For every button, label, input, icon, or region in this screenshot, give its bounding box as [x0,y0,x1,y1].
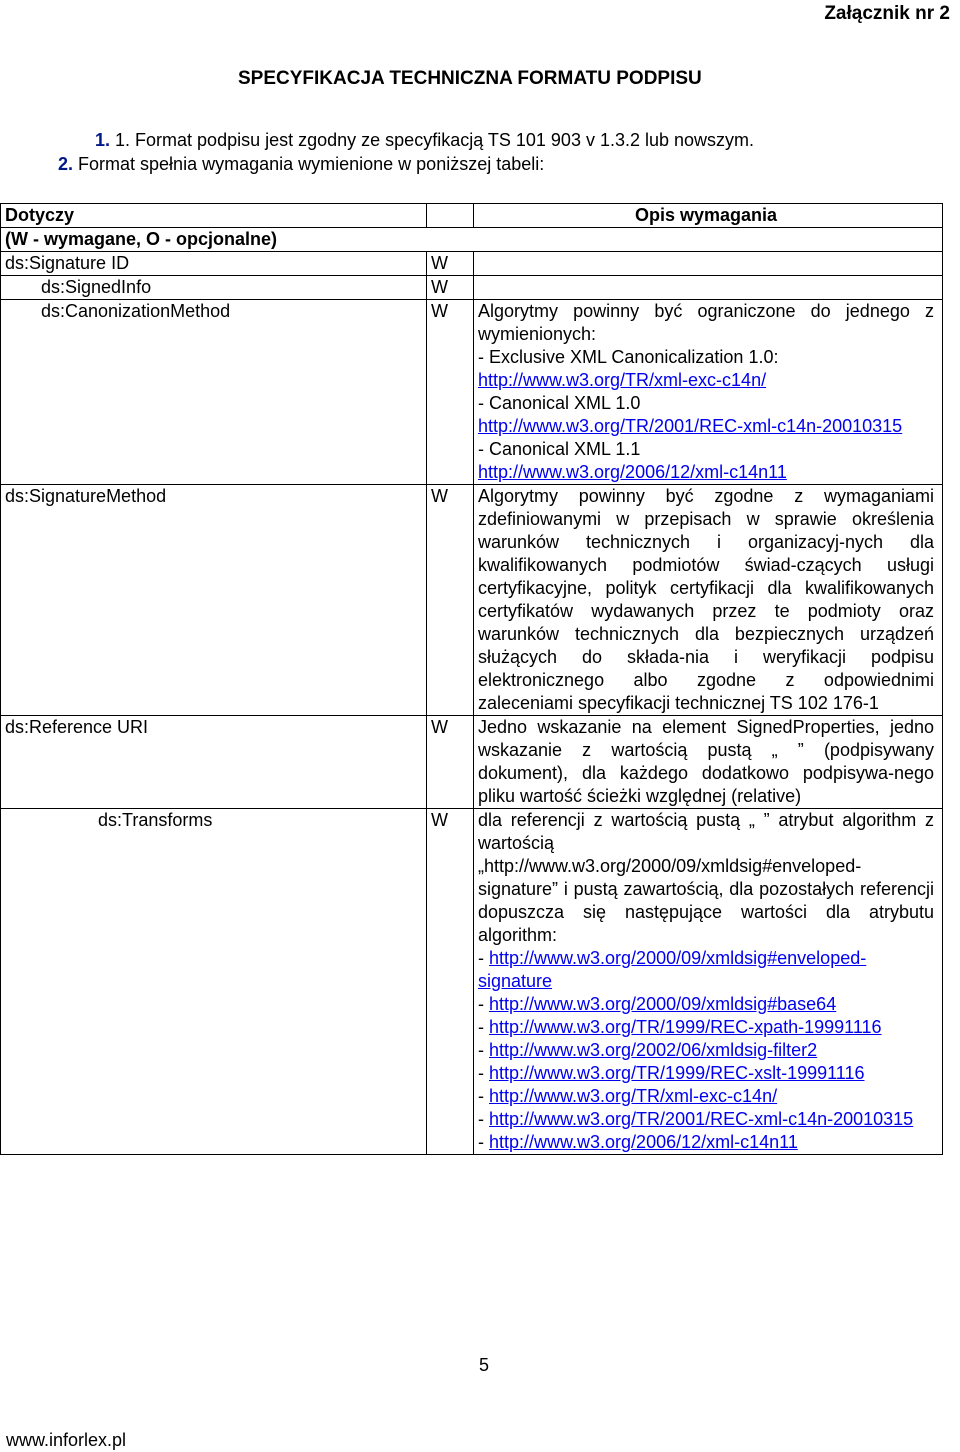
algorithm-entry [478,993,934,1016]
algorithm-link[interactable]: http://www.w3.org/TR/xml-exc-c14n/ [478,370,767,390]
requirement-description [474,809,943,1155]
algorithm-label: - Canonical XML 1.0 [478,393,641,413]
list-dash: - [478,1040,489,1060]
algorithm-link[interactable]: http://www.w3.org/2000/09/xmldsig#base64 [489,994,837,1014]
intro-item-2 [40,152,754,176]
requirements-table [0,203,943,1155]
intro-item-1 [40,128,754,152]
table-row [1,252,943,276]
intro-item-text: 1. Format podpisu jest zgodny ze specyfikacją TS 101 903 v 1.3.2 lub nowszym. [115,130,755,150]
table-row [1,809,943,1155]
table-row [1,716,943,809]
description-text: Algorytmy powinny być ograniczone do jednego z wymienionych: [478,301,934,344]
algorithm-link[interactable]: http://www.w3.org/2002/06/xmldsig-filter2 [489,1040,818,1060]
page-number: 5 [479,1355,490,1375]
footer-url[interactable]: www.inforlex.pl [6,1430,127,1450]
list-dash: - [478,1086,489,1106]
requirement-flag: W [427,300,474,485]
requirement-description: Algorytmy powinny być zgodne z wymaganiami zdefiniowanymi w przepisach w sprawie określenia warunków technicznych i organizacyj-nych dla kwalifikowanych podmiotów świad-czących usługi certyfikacyjne, polityk certyfikacji dla kwalifikowanych certyfikatów wydawanych przez te podmioty oraz warunków technicznych dla bezpiecznych urządzeń służących do składa-nia i weryfikacji podpisu elektronicznego albo zgodne z odpowiednimi zaleceniami specyfikacji technicznej TS 102 176-1 [474,485,943,716]
algorithm-link[interactable]: http://www.w3.org/TR/1999/REC-xpath-19991116 [489,1017,882,1037]
algorithm-entry [478,1016,934,1039]
algorithm-link[interactable]: http://www.w3.org/TR/2001/REC-xml-c14n-20010315 [478,416,903,436]
algorithm-link[interactable]: http://www.w3.org/2006/12/xml-c14n11 [489,1132,798,1152]
header-applies-to-label: Dotyczy [5,205,75,225]
list-dash: - [478,1017,489,1037]
table-header-row-2 [1,228,943,252]
intro-item-number: 1. [95,130,111,150]
header-legend: (W - wymagane, O - opcjonalne) [1,228,943,252]
algorithm-label: - Canonical XML 1.1 [478,439,641,459]
algorithm-label: - Exclusive XML Canonicalization 1.0: [478,347,779,367]
algorithm-entry [478,947,934,993]
requirement-description [474,300,943,485]
algorithm-link[interactable]: http://www.w3.org/2000/09/xmldsig#enveloped-signature [478,948,867,991]
document-title: SPECYFIKACJA TECHNICZNA FORMATU PODPISU [238,68,702,89]
table-row [1,276,943,300]
table-row [1,300,943,485]
requirement-flag: W [427,716,474,809]
element-name: ds:CanonizationMethod [1,300,427,485]
requirement-description: Jedno wskazanie na element SignedProperties, jedno wskazanie z wartością pustą „ ” (podpisywany dokument), dla każdego dodatkowo podpisywa-nego pliku wartość ścieżki względnej (relative) [474,716,943,809]
element-name: ds:SignatureMethod [1,485,427,716]
requirement-flag: W [427,485,474,716]
list-dash: - [478,1109,489,1129]
element-name: ds:Transforms [1,809,427,1155]
list-dash: - [478,948,489,968]
list-dash: - [478,1063,489,1083]
intro-item-number: 2. [58,154,74,174]
algorithm-entry [478,1039,934,1062]
requirement-flag: W [427,809,474,1155]
requirement-description [474,276,943,300]
algorithm-entry [478,1131,934,1154]
table-row [1,485,943,716]
algorithm-link[interactable]: http://www.w3.org/TR/xml-exc-c14n/ [489,1086,778,1106]
intro-list [40,128,754,176]
header-description: Opis wymagania [474,204,943,228]
element-name: ds:SignedInfo [1,276,427,300]
requirement-description [474,252,943,276]
annex-label: Załącznik nr 2 [824,3,950,24]
algorithm-link[interactable]: http://www.w3.org/TR/1999/REC-xslt-19991116 [489,1063,865,1083]
intro-item-text: Format spełnia wymagania wymienione w poniższej tabeli: [78,154,545,174]
algorithm-entry [478,1085,934,1108]
algorithm-link[interactable]: http://www.w3.org/2006/12/xml-c14n11 [478,462,787,482]
table-header-row [1,204,943,228]
requirement-flag: W [427,276,474,300]
list-dash: - [478,994,489,1014]
element-name: ds:Signature ID [1,252,427,276]
requirement-flag: W [427,252,474,276]
algorithm-entry [478,1108,934,1131]
algorithm-link[interactable]: http://www.w3.org/TR/2001/REC-xml-c14n-20010315 [489,1109,914,1129]
header-empty-cell [427,204,474,228]
description-text: dla referencji z wartością pustą „ ” atrybut algorithm z wartością „http://www.w3.org/2000/09/xmldsig#enveloped-signature” i pustą zawartością, dla pozostałych referencji dopuszcza się następujące wartości dla atrybutu algorithm: [478,810,934,945]
header-applies-to [1,204,427,228]
list-dash: - [478,1132,489,1152]
element-name: ds:Reference URI [1,716,427,809]
algorithm-entry [478,1062,934,1085]
